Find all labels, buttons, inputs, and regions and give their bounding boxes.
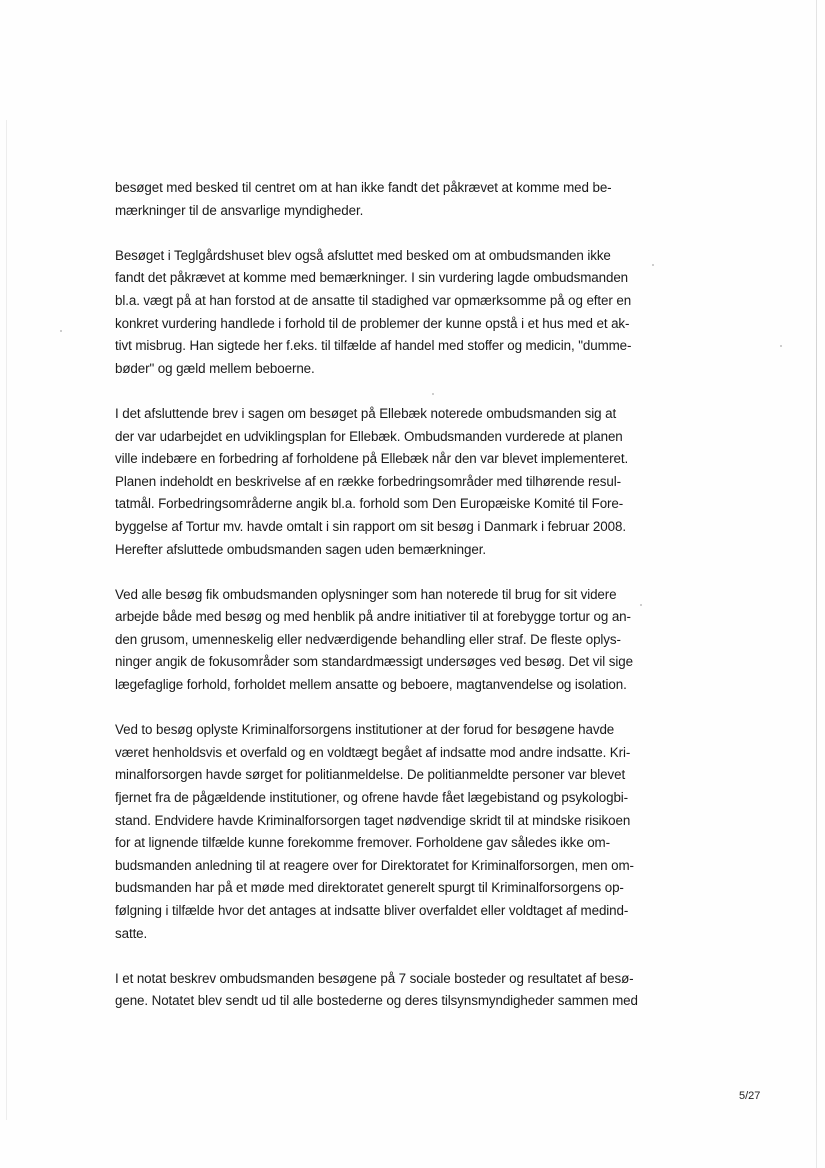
paragraph <box>115 968 638 1013</box>
text-line: tivt misbrug. Han sigtede her f.eks. til tilfælde af handel med stoffer og medicin, "dumme- <box>115 338 632 354</box>
text-line: mærkninger til de ansvarlige myndigheder. <box>115 202 364 218</box>
text-line: minalforsorgen havde sørget for politianmeldelse. De politianmeldte personer var blevet <box>115 767 626 783</box>
scan-speck <box>652 264 654 266</box>
text-line: konkret vurdering handlede i forhold til de problemer der kunne opstå i et hus med et ak- <box>115 315 630 331</box>
paragraph <box>115 719 635 945</box>
text-line: fjernet fra de pågældende institutioner, og ofrene havde fået lægebistand og psykologbi- <box>115 790 629 806</box>
text-line: følgning i tilfælde hvor det antages at indsatte bliver overfaldet eller voldtaget af medind- <box>115 903 629 918</box>
paragraph <box>115 177 635 222</box>
text-line: tatmål. Forbedringsområderne angik bl.a. forhold som Den Europæiske Komité til Fore- <box>115 496 624 512</box>
text-line: fandt det påkrævet at komme med bemærkninger. I sin vurdering lagde ombudsmanden <box>115 270 629 286</box>
text-line: bøder" og gæld mellem beboerne. <box>115 360 315 376</box>
text-line: satte. <box>115 925 148 941</box>
page-number: 5/27 <box>739 1090 761 1102</box>
scan-speck <box>780 345 782 347</box>
text-line: I det afsluttende brev i sagen om besøget på Ellebæk noterede ombudsmanden sig at <box>115 405 617 421</box>
text-line: arbejde både med besøg og med henblik på andre initiativer til at forebygge tortur og an- <box>115 609 631 625</box>
text-line: Ved to besøg oplyste Kriminalforsorgens institutioner at der forud for besøgene havde <box>115 722 615 738</box>
scan-speck <box>640 604 642 606</box>
text-line: Planen indeholdt en beskrivelse af en række forbedringsområder med tilhørende resul- <box>115 473 621 489</box>
text-line: besøget med besked til centret om at han ikke fandt det påkrævet at komme med be- <box>115 180 612 195</box>
text-line: ninger angik de fokusområder som standardmæssigt undersøges ved besøg. Det vil sige <box>115 654 633 670</box>
text-line: været henholdsvis et overfald og en voldtægt begået af indsatte mod andre indsatte. Kri- <box>115 744 631 760</box>
text-line: bl.a. vægt på at han forstod at de ansatte til stadighed var opmærksomme på og efter en <box>115 292 632 308</box>
text-line: den grusom, umenneskelig eller nedværdigende behandling eller straf. De fleste oplys- <box>115 631 621 647</box>
text-line: Ved alle besøg fik ombudsmanden oplysninger som han noterede til brug for sit videre <box>115 586 617 602</box>
text-line: budsmanden anledning til at reagere over for Direktoratet for Kriminalforsorgen, men om- <box>115 857 634 873</box>
text-line: budsmanden har på et møde med direktoratet generelt spurgt til Kriminalforsorgens op- <box>115 880 624 896</box>
text-line: for at lignende tilfælde kunne forekomme fremover. Forholdene gav således ikke om- <box>115 835 610 851</box>
text-line: I et notat beskrev ombudsmanden besøgene på 7 sociale bosteder og resultatet af besø- <box>115 970 634 986</box>
scan-edge-right <box>816 0 817 1168</box>
text-line: stand. Endvidere havde Kriminalforsorgen taget nødvendige skridt til at mindske risikoen <box>115 812 631 828</box>
scan-edge-left <box>6 120 7 1120</box>
text-line: Besøget i Teglgårdshuset blev også afsluttet med besked om at ombudsmanden ikke <box>115 247 611 263</box>
paragraph <box>115 584 635 697</box>
scan-speck <box>60 330 62 332</box>
text-line: der var udarbejdet en udviklingsplan for Ellebæk. Ombudsmanden vurderede at planen <box>115 428 623 444</box>
text-line: Herefter afsluttede ombudsmanden sagen uden bemærkninger. <box>115 541 486 557</box>
text-line: byggelse af Tortur mv. havde omtalt i sin rapport om sit besøg i Danmark i februar 2008. <box>115 518 626 534</box>
document-body <box>115 177 638 1036</box>
text-line: ville indebære en forbedring af forholdene på Ellebæk når den var blevet implementeret. <box>115 451 629 467</box>
text-line: gene. Notatet blev sendt ud til alle bostederne og deres tilsynsmyndigheder sammen med <box>115 993 638 1009</box>
text-line: lægefaglige forhold, forholdet mellem ansatte og beboere, magtanvendelse og isolation. <box>115 677 627 693</box>
paragraph <box>115 403 635 561</box>
paragraph <box>115 245 635 381</box>
